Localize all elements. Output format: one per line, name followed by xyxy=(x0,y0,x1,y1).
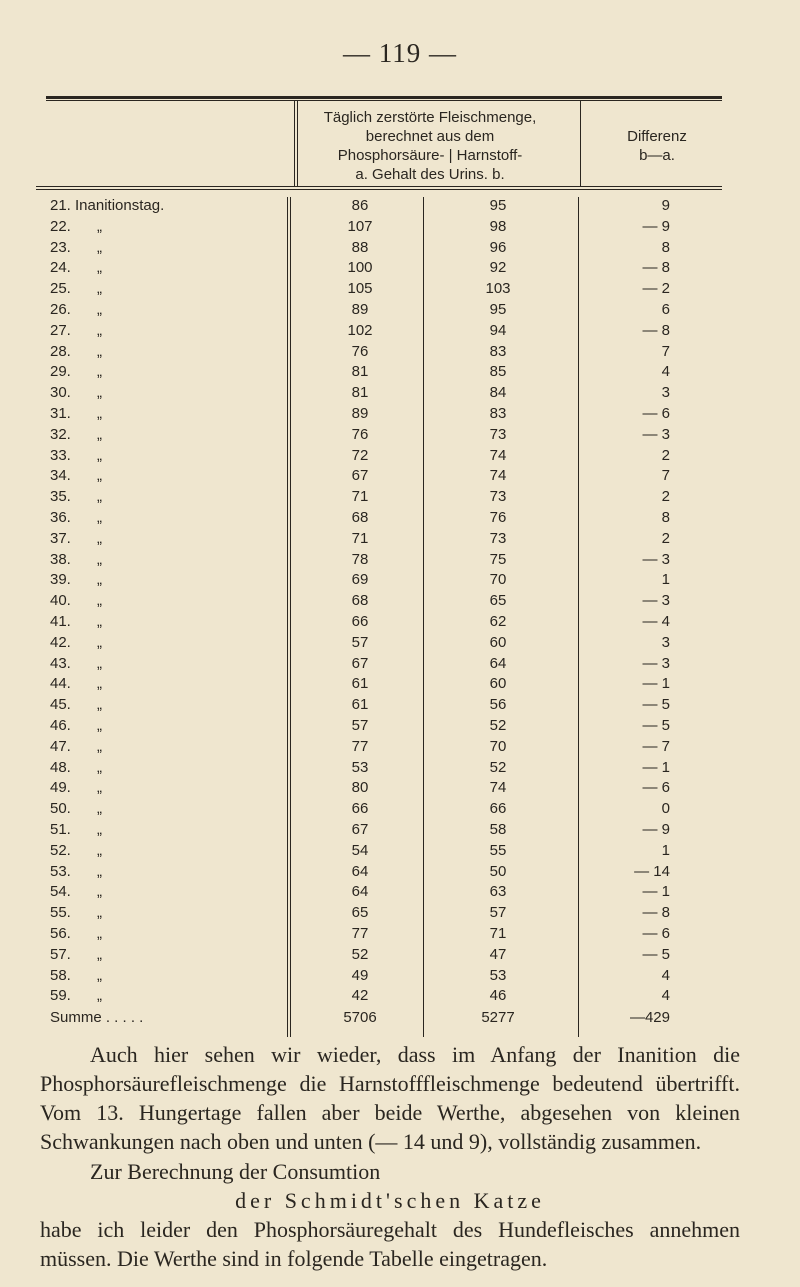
ditto-mark: „ xyxy=(97,758,102,776)
table-row xyxy=(0,424,800,445)
col-rule-3-header xyxy=(580,100,581,187)
row-label: 47. xyxy=(50,737,71,755)
sum-phosphor: 5706 xyxy=(343,1009,377,1027)
row-label: 33. xyxy=(50,446,71,464)
phosphor-value: 42 xyxy=(351,987,369,1005)
harnstoff-value: 60 xyxy=(489,675,507,693)
row-label: 52. xyxy=(50,841,71,859)
difference-value: 4 xyxy=(661,987,670,1005)
ditto-mark: „ xyxy=(97,925,102,942)
header-divider-thin xyxy=(36,189,722,190)
difference-value: — 4 xyxy=(642,613,670,630)
table-row xyxy=(0,445,800,466)
harnstoff-value: 74 xyxy=(489,779,507,797)
difference-value: — 9 xyxy=(642,821,670,838)
ditto-mark: „ xyxy=(97,384,102,402)
difference-value: — 6 xyxy=(642,779,670,797)
difference-value: — 3 xyxy=(642,654,670,672)
phosphor-value: 66 xyxy=(351,800,369,818)
difference-value: 3 xyxy=(661,384,670,402)
row-label: 23. xyxy=(50,238,71,256)
phosphor-value: 68 xyxy=(351,592,369,610)
phosphor-value: 77 xyxy=(351,737,369,755)
harnstoff-value: 65 xyxy=(489,592,507,610)
harnstoff-value: 98 xyxy=(489,217,507,235)
phosphor-value: 88 xyxy=(351,238,369,256)
phosphor-value: 76 xyxy=(351,425,369,443)
row-label: 36. xyxy=(50,509,71,526)
difference-value: 9 xyxy=(661,197,670,214)
phosphor-value: 64 xyxy=(351,883,369,901)
phosphor-value: 67 xyxy=(351,654,369,672)
ditto-mark: „ xyxy=(97,675,102,693)
ditto-mark: „ xyxy=(97,301,102,318)
harnstoff-value: 70 xyxy=(489,737,507,755)
paragraph-3: der Schmidt'schen Katze xyxy=(235,1188,545,1213)
ditto-mark: „ xyxy=(97,862,102,880)
harnstoff-value: 63 xyxy=(489,883,507,901)
harnstoff-value: 73 xyxy=(489,488,507,506)
harnstoff-value: 57 xyxy=(489,904,507,922)
harnstoff-value: 50 xyxy=(489,862,507,880)
row-label: 56. xyxy=(50,925,71,942)
difference-value: 8 xyxy=(661,238,670,256)
difference-value: — 6 xyxy=(642,405,670,422)
phosphor-value: 81 xyxy=(351,384,369,402)
row-label: 28. xyxy=(50,342,71,360)
table-row xyxy=(0,985,800,1006)
phosphor-value: 53 xyxy=(351,758,369,776)
harnstoff-value: 84 xyxy=(489,384,507,402)
harnstoff-value: 94 xyxy=(489,321,507,339)
table-row xyxy=(0,861,800,882)
row-label: 35. xyxy=(50,488,71,506)
table-row xyxy=(0,673,800,694)
phosphor-value: 54 xyxy=(351,841,369,859)
row-label: 49. xyxy=(50,779,71,797)
table-row xyxy=(0,507,800,528)
ditto-mark: „ xyxy=(97,966,102,984)
row-label: 48. xyxy=(50,758,71,776)
table-row xyxy=(0,944,800,965)
ditto-mark: „ xyxy=(97,800,102,818)
ditto-mark: „ xyxy=(97,363,102,381)
harnstoff-value: 58 xyxy=(489,821,507,838)
paragraph-4: habe ich leider den Phosphorsäuregehalt des Hundefleisches annehmen müssen. Die Werthe sind in folgende Tabelle eingetragen. xyxy=(40,1217,740,1271)
harnstoff-value: 75 xyxy=(489,550,507,568)
difference-value: 4 xyxy=(661,966,670,984)
difference-value: 3 xyxy=(661,633,670,651)
harnstoff-value: 64 xyxy=(489,654,507,672)
ditto-mark: „ xyxy=(97,945,102,963)
phosphor-value: 68 xyxy=(351,509,369,526)
phosphor-value: 100 xyxy=(347,259,373,277)
table-top-rule-thin xyxy=(46,100,722,101)
table-row xyxy=(0,320,800,341)
difference-value: — 3 xyxy=(642,592,670,610)
table-row xyxy=(0,278,800,299)
header-line-2: berechnet aus dem xyxy=(365,128,495,145)
ditto-mark: „ xyxy=(97,571,102,589)
ditto-mark: „ xyxy=(97,425,102,443)
harnstoff-value: 60 xyxy=(489,633,507,651)
phosphor-value: 69 xyxy=(351,571,369,589)
table-row xyxy=(0,757,800,778)
table-row xyxy=(0,569,800,590)
difference-value: 7 xyxy=(661,342,670,360)
row-label: 44. xyxy=(50,675,71,693)
table-row xyxy=(0,923,800,944)
difference-value: 0 xyxy=(661,800,670,818)
difference-value: — 8 xyxy=(642,259,670,277)
harnstoff-value: 55 xyxy=(489,841,507,859)
table-row xyxy=(0,361,800,382)
ditto-mark: „ xyxy=(97,321,102,339)
row-label: 26. xyxy=(50,301,71,318)
row-label: 43. xyxy=(50,654,71,672)
row-label: 42. xyxy=(50,633,71,651)
row-label: 34. xyxy=(50,467,71,485)
harnstoff-value: 95 xyxy=(489,197,507,214)
table-row xyxy=(0,486,800,507)
table-row xyxy=(0,528,800,549)
table-row xyxy=(0,590,800,611)
table-row xyxy=(0,632,800,653)
difference-value: 1 xyxy=(661,841,670,859)
table-row xyxy=(0,549,800,570)
ditto-mark: „ xyxy=(97,467,102,485)
ditto-mark: „ xyxy=(97,509,102,526)
table-row xyxy=(0,819,800,840)
ditto-mark: „ xyxy=(97,613,102,630)
phosphor-value: 107 xyxy=(347,217,373,235)
header-line-3: Phosphorsäure- | Harnstoff- xyxy=(337,147,523,164)
ditto-mark: „ xyxy=(97,717,102,734)
row-label: 51. xyxy=(50,821,71,838)
row-label: 21. Inanitionstag. xyxy=(50,197,165,214)
ditto-mark: „ xyxy=(97,280,102,298)
row-label: 59. xyxy=(50,987,71,1005)
harnstoff-value: 46 xyxy=(489,987,507,1005)
phosphor-value: 86 xyxy=(351,197,369,214)
phosphor-value: 61 xyxy=(351,675,369,693)
ditto-mark: „ xyxy=(97,737,102,755)
harnstoff-value: 92 xyxy=(489,259,507,277)
phosphor-value: 78 xyxy=(351,550,369,568)
difference-value: 8 xyxy=(661,509,670,526)
ditto-mark: „ xyxy=(97,488,102,506)
row-label: 38. xyxy=(50,550,71,568)
ditto-mark: „ xyxy=(97,592,102,610)
phosphor-value: 105 xyxy=(347,280,373,298)
difference-value: — 8 xyxy=(642,321,670,339)
ditto-mark: „ xyxy=(97,654,102,672)
table-row xyxy=(0,216,800,237)
row-label: 25. xyxy=(50,280,71,298)
ditto-mark: „ xyxy=(97,987,102,1005)
row-label: 24. xyxy=(50,259,71,277)
ditto-mark: „ xyxy=(97,883,102,901)
difference-value: — 7 xyxy=(642,737,670,755)
table-row xyxy=(0,465,800,486)
row-label: 27. xyxy=(50,321,71,339)
header-divider xyxy=(36,186,722,187)
difference-value: 2 xyxy=(661,529,670,547)
harnstoff-value: 53 xyxy=(489,966,507,984)
phosphor-value: 77 xyxy=(351,925,369,942)
harnstoff-value: 74 xyxy=(489,467,507,485)
ditto-mark: „ xyxy=(97,821,102,838)
harnstoff-value: 96 xyxy=(489,238,507,256)
difference-value: — 1 xyxy=(642,758,670,776)
phosphor-value: 66 xyxy=(351,613,369,630)
table-sum-row xyxy=(0,1007,800,1028)
row-label: 54. xyxy=(50,883,71,901)
row-label: 31. xyxy=(50,405,71,422)
row-label: 39. xyxy=(50,571,71,589)
header-line-4: a. Gehalt des Urins. b. xyxy=(355,166,505,183)
phosphor-value: 64 xyxy=(351,862,369,880)
harnstoff-value: 71 xyxy=(489,925,507,942)
phosphor-value: 89 xyxy=(351,405,369,422)
ditto-mark: „ xyxy=(97,342,102,360)
phosphor-value: 71 xyxy=(351,488,369,506)
row-label: 30. xyxy=(50,384,71,402)
phosphor-value: 72 xyxy=(351,446,369,464)
harnstoff-value: 52 xyxy=(489,717,507,734)
difference-value: — 6 xyxy=(642,925,670,942)
difference-value: — 3 xyxy=(642,425,670,443)
page-number: — 119 — xyxy=(343,38,457,68)
phosphor-value: 81 xyxy=(351,363,369,381)
ditto-mark: „ xyxy=(97,217,102,235)
table-row xyxy=(0,965,800,986)
difference-value: — 1 xyxy=(642,675,670,693)
difference-value: 2 xyxy=(661,488,670,506)
difference-value: 4 xyxy=(661,363,670,381)
sum-harnstoff: 5277 xyxy=(481,1009,515,1027)
phosphor-value: 67 xyxy=(351,821,369,838)
ditto-mark: „ xyxy=(97,633,102,651)
table-header-main xyxy=(300,108,560,184)
table-row xyxy=(0,299,800,320)
phosphor-value: 67 xyxy=(351,467,369,485)
harnstoff-value: 47 xyxy=(489,945,507,963)
harnstoff-value: 52 xyxy=(489,758,507,776)
row-label: 22. xyxy=(50,217,71,235)
sum-difference: —429 xyxy=(629,1009,670,1027)
phosphor-value: 65 xyxy=(351,904,369,922)
harnstoff-value: 56 xyxy=(489,696,507,714)
ditto-mark: „ xyxy=(97,529,102,547)
difference-value: — 14 xyxy=(634,862,670,880)
table-row xyxy=(0,840,800,861)
phosphor-value: 57 xyxy=(351,633,369,651)
table-row xyxy=(0,798,800,819)
phosphor-value: 89 xyxy=(351,301,369,318)
ditto-mark: „ xyxy=(97,238,102,256)
table-row xyxy=(0,382,800,403)
harnstoff-value: 83 xyxy=(489,342,507,360)
col-rule-1b-header xyxy=(297,100,298,187)
row-label: 37. xyxy=(50,529,71,547)
row-label: 32. xyxy=(50,425,71,443)
row-label: 53. xyxy=(50,862,71,880)
difference-value: 7 xyxy=(661,467,670,485)
difference-value: — 5 xyxy=(642,696,670,714)
harnstoff-value: 83 xyxy=(489,405,507,422)
row-label: 46. xyxy=(50,717,71,734)
harnstoff-value: 103 xyxy=(485,280,511,298)
table-row xyxy=(0,653,800,674)
ditto-mark: „ xyxy=(97,259,102,277)
header-line-1: Täglich zerstörte Fleischmenge, xyxy=(323,109,537,126)
table-row xyxy=(0,715,800,736)
table-row xyxy=(0,257,800,278)
table-row xyxy=(0,237,800,258)
harnstoff-value: 62 xyxy=(489,613,507,630)
harnstoff-value: 76 xyxy=(489,509,507,526)
harnstoff-value: 66 xyxy=(489,800,507,818)
table-row xyxy=(0,341,800,362)
ditto-mark: „ xyxy=(97,779,102,797)
paragraph-2: Zur Berechnung der Consumtion xyxy=(90,1159,381,1184)
row-label: 58. xyxy=(50,966,71,984)
difference-value: — 2 xyxy=(642,280,670,298)
row-label: 50. xyxy=(50,800,71,818)
header-diff-formula: b—a. xyxy=(639,147,675,164)
difference-value: — 1 xyxy=(642,883,670,901)
table-row xyxy=(0,195,800,216)
row-label: 41. xyxy=(50,613,71,630)
paragraph-1: Auch hier sehen wir wieder, dass im Anfang der Inanition die Phosphorsäurefleischmenge die Harnstofffleischmenge bedeutend übertrifft. Vom 13. Hungertage fallen aber beide Werthe, abgesehen von kleinen Schwankungen nach oben und unten (— 14 und 9), vollständig zusammen. xyxy=(40,1042,740,1154)
difference-value: — 5 xyxy=(642,945,670,963)
phosphor-value: 49 xyxy=(351,966,369,984)
harnstoff-value: 73 xyxy=(489,529,507,547)
harnstoff-value: 85 xyxy=(489,363,507,381)
difference-value: — 8 xyxy=(642,904,670,922)
row-label: 40. xyxy=(50,592,71,610)
ditto-mark: „ xyxy=(97,696,102,714)
sum-label: Summe . . . . . xyxy=(50,1009,144,1027)
difference-value: 6 xyxy=(661,301,670,318)
phosphor-value: 52 xyxy=(351,945,369,963)
header-diff-label: Differenz xyxy=(627,128,687,145)
difference-value: — 5 xyxy=(642,717,670,734)
table-header-diff xyxy=(592,127,722,165)
col-rule-1-header xyxy=(294,100,295,187)
harnstoff-value: 70 xyxy=(489,571,507,589)
harnstoff-value: 95 xyxy=(489,301,507,318)
table-row xyxy=(0,777,800,798)
phosphor-value: 102 xyxy=(347,321,373,339)
row-label: 29. xyxy=(50,363,71,381)
phosphor-value: 80 xyxy=(351,779,369,797)
difference-value: — 3 xyxy=(642,550,670,568)
phosphor-value: 76 xyxy=(351,342,369,360)
table-row xyxy=(0,902,800,923)
ditto-mark: „ xyxy=(97,550,102,568)
phosphor-value: 61 xyxy=(351,696,369,714)
harnstoff-value: 74 xyxy=(489,446,507,464)
row-label: 57. xyxy=(50,945,71,963)
difference-value: 2 xyxy=(661,446,670,464)
harnstoff-value: 73 xyxy=(489,425,507,443)
phosphor-value: 57 xyxy=(351,717,369,734)
ditto-mark: „ xyxy=(97,841,102,859)
phosphor-value: 71 xyxy=(351,529,369,547)
table-row xyxy=(0,736,800,757)
table-row xyxy=(0,694,800,715)
ditto-mark: „ xyxy=(97,405,102,422)
ditto-mark: „ xyxy=(97,446,102,464)
row-label: 55. xyxy=(50,904,71,922)
table-row xyxy=(0,403,800,424)
table-top-rule xyxy=(46,96,722,99)
table-row xyxy=(0,881,800,902)
difference-value: — 9 xyxy=(642,217,670,235)
row-label: 45. xyxy=(50,696,71,714)
ditto-mark: „ xyxy=(97,904,102,922)
table-row xyxy=(0,611,800,632)
difference-value: 1 xyxy=(661,571,670,589)
